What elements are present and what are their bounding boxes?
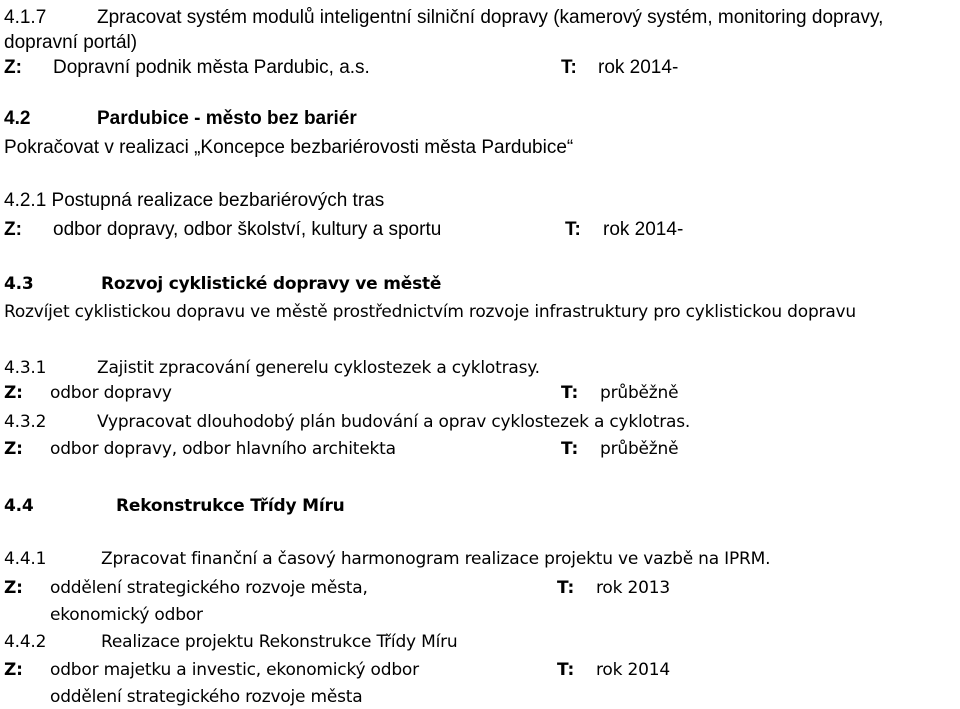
z-value: Dopravní podnik města Pardubic, a.s.: [53, 57, 370, 78]
section-number: 4.2: [4, 108, 31, 129]
t-value: průběžně: [600, 439, 679, 459]
section-number: 4.3: [4, 274, 34, 294]
item-4-3-2-responsibility: [4, 437, 904, 461]
section-4-2-heading: [4, 107, 604, 131]
section-4-4-heading: [4, 494, 604, 518]
z-label: Z:: [4, 439, 23, 459]
item-4-4-1-responsibility-cont: ekonomický odbor: [50, 605, 203, 625]
section-4-3-description: Rozvíjet cyklistickou dopravu ve městě prostřednictvím rozvoje infrastruktury pro cyklistickou dopravu: [4, 302, 856, 322]
item-title: Vypracovat dlouhodobý plán budování a oprav cyklostezek a cyklotras.: [97, 412, 691, 432]
item-4-4-2-responsibility: [4, 658, 904, 682]
item-4-3-1-responsibility: [4, 381, 904, 405]
t-value: rok 2014: [596, 660, 670, 680]
item-4-3-1-title: [4, 356, 904, 380]
item-number: 4.3.2: [4, 412, 47, 432]
section-4-3-heading: [4, 272, 604, 296]
section-title: Pardubice - město bez bariér: [97, 108, 357, 129]
item-4-2-1-title: 4.2.1 Postupná realizace bezbariérových tras: [4, 190, 385, 211]
item-number: 4.3.1: [4, 358, 47, 378]
item-4-4-2-responsibility-cont: oddělení strategického rozvoje města: [50, 687, 363, 707]
t-value: rok 2014-: [603, 219, 684, 240]
item-number: 4.4.1: [4, 549, 47, 569]
item-4-3-2-title: [4, 410, 904, 434]
section-4-1-7-responsibility: [4, 56, 954, 80]
z-value: odbor dopravy: [50, 383, 172, 403]
t-label: T:: [557, 660, 575, 680]
item-4-4-1-title: [4, 547, 944, 571]
z-label: Z:: [4, 660, 23, 680]
item-4-4-2-title: [4, 630, 904, 654]
t-label: T:: [561, 57, 577, 78]
item-number: 4.4.2: [4, 632, 47, 652]
t-value: rok 2013: [596, 578, 670, 598]
t-label: T:: [561, 383, 579, 403]
item-title: Realizace projektu Rekonstrukce Třídy Míru: [101, 632, 458, 652]
z-label: Z:: [4, 57, 22, 78]
item-4-2-1-responsibility: [4, 218, 954, 242]
section-4-1-7-title-line-1: [4, 6, 960, 30]
section-title: Rozvoj cyklistické dopravy ve městě: [101, 274, 442, 294]
item-title: Zpracovat finanční a časový harmonogram realizace projektu ve vazbě na IPRM.: [101, 549, 771, 569]
z-value: odbor dopravy, odbor hlavního architekta: [50, 439, 396, 459]
z-value: odbor majetku a investic, ekonomický odbor: [50, 660, 419, 680]
section-number: 4.1.7: [4, 7, 47, 28]
t-label: T:: [561, 439, 579, 459]
section-title: Rekonstrukce Třídy Míru: [116, 496, 345, 516]
z-label: Z:: [4, 219, 22, 240]
section-title: Zpracovat systém modulů inteligentní silniční dopravy (kamerový systém, monitoring dopravy,: [97, 7, 884, 28]
section-4-1-7-title-line-2: dopravní portál): [4, 32, 138, 53]
z-label: Z:: [4, 383, 23, 403]
z-value: odbor dopravy, odbor školství, kultury a sportu: [53, 219, 442, 240]
t-value: rok 2014-: [598, 57, 679, 78]
z-label: Z:: [4, 578, 23, 598]
section-4-2-description: Pokračovat v realizaci „Koncepce bezbariérovosti města Pardubice“: [4, 137, 574, 158]
item-4-4-1-responsibility: [4, 576, 904, 600]
z-value: oddělení strategického rozvoje města,: [50, 578, 368, 598]
item-title: Zajistit zpracování generelu cyklostezek a cyklotrasy.: [97, 358, 540, 378]
t-value: průběžně: [600, 383, 679, 403]
t-label: T:: [565, 219, 581, 240]
section-number: 4.4: [4, 496, 34, 516]
t-label: T:: [557, 578, 575, 598]
